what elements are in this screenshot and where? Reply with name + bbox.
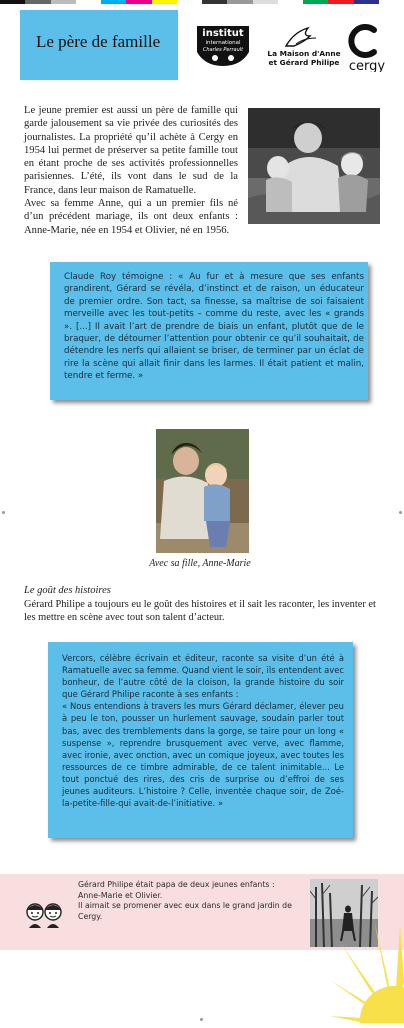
page-title: Le père de famille: [36, 32, 161, 51]
print-color-bar: [0, 0, 404, 4]
section-heading-histoires: Le goût des histoires: [24, 585, 111, 596]
svg-text:et Gérard Philipe: et Gérard Philipe: [268, 58, 340, 67]
cergy-logo: [342, 22, 392, 72]
claude-roy-quote-text: Claude Roy témoigne : « Au fur et à mesure que ses enfants grandirent, Gérard se révéla, d’instinct et de raison, un éducateur de premier ordre. Son tact, sa finesse, sa maîtrise de soi faisaient merveille avec les tout-petits – comme du reste, avec les « grands ». [...] Il avait l’art de prendre de biais un enfant, plutôt que de le braquer, de détourner l’attention pour obtenir ce qu’il souhaitait, de détendre les nerfs qui allaient se briser, de terminer par un éclat de rire la scène qui allait finir dans les larmes. Il était patient et malin, tendre et ferme. »: [64, 272, 364, 382]
svg-text:cergy: cergy: [348, 59, 386, 72]
vercors-quote-body: « Nous entendions à travers les murs Gérard déclamer, élever peu à peu le ton, pousser un hurlement sauvage, soudain parler tout bas, avec des tremblements dans la gorge, se taire pour un long « suspense », reprendre brusquement avec verve, avec flamme, avec ironie, avec onction, avec un comique joyeux, avec toutes les ressources de ce timbre admirable, de ce talent inimitable... Le tout ponctué des rires, des cris de surprise ou d’effroi de ses jeunes auditeurs. L’histoire ? Celle, inventée chaque soir, de Zoé-la-petite-fille-qui avait-de-l’initiative. »: [62, 701, 344, 809]
footer-note-line-3: Il aimait se promener avec eux dans le grand jardin de Cergy.: [78, 901, 292, 921]
kids-icon: [20, 896, 68, 930]
intro-text: [24, 104, 238, 237]
registration-mark: [399, 511, 402, 514]
photo-caption: Avec sa fille, Anne-Marie: [149, 558, 251, 569]
daughter-photo: [156, 429, 249, 553]
svg-text:institut: institut: [202, 28, 244, 39]
maison-anne-gerard-logo: [264, 22, 344, 70]
registration-mark: [200, 1018, 203, 1021]
svg-text:Charles Perrault: Charles Perrault: [202, 47, 244, 53]
family-photo: [248, 108, 380, 224]
section-text-histoires: Gérard Philipe a toujours eu le goût des histoires et il sait les raconter, les inventer et les mettre en scène avec tout son talent d’acteur.: [24, 599, 376, 624]
institut-logo: [193, 22, 253, 70]
vercors-quote-intro: Vercors, célèbre écrivain et éditeur, raconte sa visite d’un été à Ramatuelle avec sa femme. Quand vient le soir, ils entendent avec bonheur, de l’autre côté de la cloison, la grande histoire du soir que Gérard Philipe raconte à ses enfants :: [62, 653, 345, 700]
registration-mark: [2, 511, 5, 514]
svg-text:international: international: [205, 40, 241, 46]
footer-note-line-1: Gérard Philipe était papa de deux jeunes enfants :: [78, 880, 275, 889]
intro-paragraph-1: Le jeune premier est aussi un père de famille qui garde jalousement sa vie privée des curiosités des journalistes. La propriété qu’il achète à Cergy en 1954 lui permet de préserver sa petite famille tout en étant proche de ses activités professionnelles parisiennes. L’été, ils vont dans le sud de la France, dans leur maison de Ramatuelle.: [24, 105, 238, 196]
footer-note-line-2: Anne-Marie et Olivier.: [78, 890, 163, 900]
sun-decoration: [330, 920, 404, 1023]
footer-note-text: [78, 880, 298, 922]
vercors-quote-text: [62, 652, 344, 809]
intro-paragraph-2: Avec sa femme Anne, qui a un premier fils né d’un précédent mariage, ils ont deux enfants : Anne-Marie, née en 1954 et Olivier, né en 1956.: [24, 198, 238, 236]
svg-text:La Maison d'Anne: La Maison d'Anne: [267, 49, 341, 58]
